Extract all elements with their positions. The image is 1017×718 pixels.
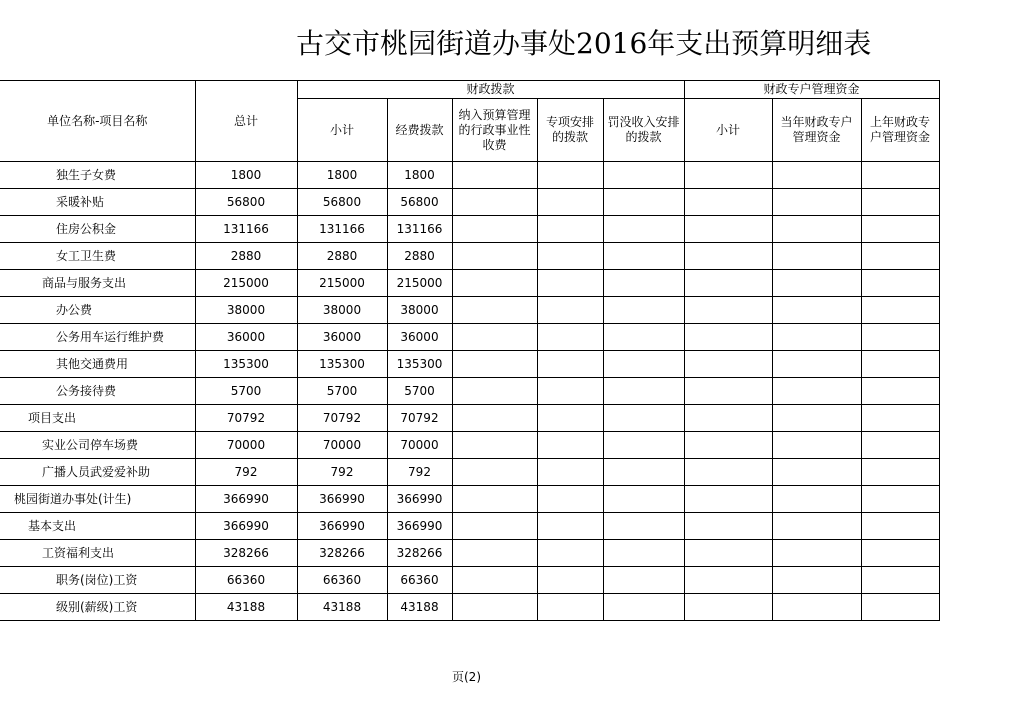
row-special-funding <box>537 513 603 540</box>
row-name: 工资福利支出 <box>0 540 195 567</box>
header-fiscal-admin-fees <box>452 99 537 162</box>
header-special-group: 财政专户管理资金 <box>684 81 939 99</box>
row-special-current <box>772 243 861 270</box>
row-special-subtotal <box>684 459 772 486</box>
row-fiscal-subtotal: 70000 <box>297 432 387 459</box>
row-special-current <box>772 432 861 459</box>
row-fines <box>603 189 684 216</box>
row-admin-fees <box>452 243 537 270</box>
row-name: 基本支出 <box>0 513 195 540</box>
table-row <box>0 378 939 405</box>
row-name: 采暖补贴 <box>0 189 195 216</box>
row-total: 792 <box>195 459 297 486</box>
row-special-subtotal <box>684 189 772 216</box>
row-admin-fees <box>452 324 537 351</box>
row-fiscal-subtotal: 135300 <box>297 351 387 378</box>
row-name: 女工卫生费 <box>0 243 195 270</box>
row-special-current <box>772 162 861 189</box>
header-unit-name: 单位名称-项目名称 <box>0 81 195 162</box>
row-admin-fees <box>452 594 537 621</box>
row-special-subtotal <box>684 270 772 297</box>
row-special-previous <box>861 243 939 270</box>
row-special-funding <box>537 432 603 459</box>
row-special-previous <box>861 432 939 459</box>
table-row <box>0 351 939 378</box>
row-special-current <box>772 459 861 486</box>
row-fiscal-subtotal: 66360 <box>297 567 387 594</box>
row-admin-fees <box>452 513 537 540</box>
table-row <box>0 297 939 324</box>
row-fiscal-subtotal: 2880 <box>297 243 387 270</box>
row-special-previous <box>861 459 939 486</box>
row-fines <box>603 513 684 540</box>
table-row <box>0 162 939 189</box>
row-special-previous <box>861 378 939 405</box>
table-row <box>0 567 939 594</box>
row-special-funding <box>537 459 603 486</box>
header-fiscal-fines-label: 罚没收入安排的拨款 <box>607 115 680 144</box>
row-fines <box>603 567 684 594</box>
row-total: 5700 <box>195 378 297 405</box>
row-fiscal-funding: 215000 <box>387 270 452 297</box>
row-total: 366990 <box>195 513 297 540</box>
table-row <box>0 216 939 243</box>
row-name: 广播人员武爱爱补助 <box>0 459 195 486</box>
row-special-current <box>772 567 861 594</box>
row-fiscal-funding: 66360 <box>387 567 452 594</box>
row-special-subtotal <box>684 432 772 459</box>
row-special-previous <box>861 297 939 324</box>
row-name: 公务接待费 <box>0 378 195 405</box>
row-fines <box>603 432 684 459</box>
row-admin-fees <box>452 540 537 567</box>
header-total: 总计 <box>195 81 297 162</box>
table-row <box>0 486 939 513</box>
row-fiscal-funding: 70792 <box>387 405 452 432</box>
row-fiscal-subtotal: 38000 <box>297 297 387 324</box>
row-name: 职务(岗位)工资 <box>0 567 195 594</box>
row-special-previous <box>861 405 939 432</box>
row-fiscal-subtotal: 131166 <box>297 216 387 243</box>
row-special-current <box>772 189 861 216</box>
header-special-subtotal-label: 小计 <box>716 122 741 137</box>
header-fiscal-admin-fees-label: 纳入预算管理的行政事业性收费 <box>458 107 531 152</box>
row-total: 215000 <box>195 270 297 297</box>
row-special-previous <box>861 513 939 540</box>
row-fiscal-funding: 1800 <box>387 162 452 189</box>
header-fiscal-funding <box>387 99 452 162</box>
row-admin-fees <box>452 189 537 216</box>
row-fiscal-funding: 328266 <box>387 540 452 567</box>
row-fiscal-funding: 135300 <box>387 351 452 378</box>
row-total: 70792 <box>195 405 297 432</box>
table-row <box>0 594 939 621</box>
row-special-previous <box>861 162 939 189</box>
row-admin-fees <box>452 432 537 459</box>
row-special-current <box>772 540 861 567</box>
row-admin-fees <box>452 405 537 432</box>
row-total: 131166 <box>195 216 297 243</box>
row-total: 43188 <box>195 594 297 621</box>
row-special-subtotal <box>684 567 772 594</box>
row-total: 66360 <box>195 567 297 594</box>
row-fiscal-funding: 38000 <box>387 297 452 324</box>
row-special-subtotal <box>684 351 772 378</box>
row-fiscal-funding: 366990 <box>387 513 452 540</box>
row-fiscal-funding: 5700 <box>387 378 452 405</box>
row-special-subtotal <box>684 243 772 270</box>
row-fines <box>603 324 684 351</box>
row-total: 1800 <box>195 162 297 189</box>
row-special-current <box>772 297 861 324</box>
row-name: 其他交通费用 <box>0 351 195 378</box>
row-special-subtotal <box>684 378 772 405</box>
row-special-current <box>772 405 861 432</box>
row-fiscal-subtotal: 366990 <box>297 486 387 513</box>
row-special-previous <box>861 270 939 297</box>
row-special-subtotal <box>684 540 772 567</box>
row-special-funding <box>537 324 603 351</box>
row-total: 366990 <box>195 486 297 513</box>
row-fiscal-subtotal: 56800 <box>297 189 387 216</box>
row-special-previous <box>861 594 939 621</box>
page-number: 页(2) <box>452 670 481 684</box>
row-name: 公务用车运行维护费 <box>0 324 195 351</box>
row-special-previous <box>861 351 939 378</box>
row-fiscal-subtotal: 366990 <box>297 513 387 540</box>
row-fiscal-subtotal: 215000 <box>297 270 387 297</box>
row-special-current <box>772 378 861 405</box>
row-special-funding <box>537 594 603 621</box>
row-fines <box>603 297 684 324</box>
budget-table <box>0 80 940 621</box>
row-special-funding <box>537 216 603 243</box>
row-special-funding <box>537 189 603 216</box>
row-special-current <box>772 594 861 621</box>
row-fiscal-funding: 366990 <box>387 486 452 513</box>
row-fiscal-subtotal: 43188 <box>297 594 387 621</box>
row-fines <box>603 378 684 405</box>
table-row <box>0 270 939 297</box>
row-admin-fees <box>452 486 537 513</box>
row-special-subtotal <box>684 405 772 432</box>
header-special-previous <box>861 99 939 162</box>
row-admin-fees <box>452 270 537 297</box>
table-body <box>0 162 939 621</box>
header-fiscal-special-label: 专项安排的拨款 <box>545 115 594 144</box>
table-row <box>0 459 939 486</box>
header-fiscal-subtotal <box>297 99 387 162</box>
row-name: 实业公司停车场费 <box>0 432 195 459</box>
row-total: 328266 <box>195 540 297 567</box>
row-fiscal-subtotal: 70792 <box>297 405 387 432</box>
row-fiscal-funding: 70000 <box>387 432 452 459</box>
page-title: 古交市桃园街道办事处2016年支出预算明细表 <box>296 27 872 60</box>
row-total: 36000 <box>195 324 297 351</box>
row-fines <box>603 216 684 243</box>
row-special-funding <box>537 378 603 405</box>
row-fines <box>603 351 684 378</box>
row-special-funding <box>537 486 603 513</box>
row-name: 商品与服务支出 <box>0 270 195 297</box>
row-admin-fees <box>452 297 537 324</box>
table-row <box>0 540 939 567</box>
row-special-funding <box>537 297 603 324</box>
row-special-previous <box>861 567 939 594</box>
row-name: 项目支出 <box>0 405 195 432</box>
header-special-subtotal <box>684 99 772 162</box>
row-special-previous <box>861 216 939 243</box>
header-special-previous-label: 上年财政专户管理资金 <box>870 115 931 144</box>
row-special-previous <box>861 540 939 567</box>
row-fines <box>603 270 684 297</box>
row-special-current <box>772 324 861 351</box>
row-special-funding <box>537 351 603 378</box>
row-special-funding <box>537 243 603 270</box>
row-fiscal-funding: 56800 <box>387 189 452 216</box>
row-special-previous <box>861 189 939 216</box>
row-special-subtotal <box>684 324 772 351</box>
row-fiscal-funding: 131166 <box>387 216 452 243</box>
header-special-current <box>772 99 861 162</box>
header-fiscal-special <box>537 99 603 162</box>
row-fiscal-funding: 2880 <box>387 243 452 270</box>
row-special-current <box>772 216 861 243</box>
row-fines <box>603 405 684 432</box>
table-row <box>0 189 939 216</box>
header-special-current-label: 当年财政专户管理资金 <box>780 115 853 144</box>
row-total: 38000 <box>195 297 297 324</box>
row-admin-fees <box>452 378 537 405</box>
row-special-funding <box>537 270 603 297</box>
row-fiscal-funding: 43188 <box>387 594 452 621</box>
row-special-previous <box>861 486 939 513</box>
row-fiscal-subtotal: 1800 <box>297 162 387 189</box>
row-fiscal-subtotal: 328266 <box>297 540 387 567</box>
table-row <box>0 513 939 540</box>
row-fines <box>603 486 684 513</box>
row-fiscal-subtotal: 792 <box>297 459 387 486</box>
row-fines <box>603 459 684 486</box>
row-special-current <box>772 270 861 297</box>
row-fiscal-subtotal: 36000 <box>297 324 387 351</box>
row-fiscal-subtotal: 5700 <box>297 378 387 405</box>
row-special-funding <box>537 540 603 567</box>
row-special-subtotal <box>684 594 772 621</box>
row-special-current <box>772 486 861 513</box>
row-total: 70000 <box>195 432 297 459</box>
row-special-funding <box>537 567 603 594</box>
row-special-current <box>772 351 861 378</box>
row-fines <box>603 162 684 189</box>
row-name: 住房公积金 <box>0 216 195 243</box>
row-admin-fees <box>452 567 537 594</box>
row-special-subtotal <box>684 297 772 324</box>
row-total: 2880 <box>195 243 297 270</box>
row-fines <box>603 594 684 621</box>
row-name: 独生子女费 <box>0 162 195 189</box>
row-special-subtotal <box>684 162 772 189</box>
row-admin-fees <box>452 216 537 243</box>
row-fiscal-funding: 792 <box>387 459 452 486</box>
row-fines <box>603 540 684 567</box>
row-fines <box>603 243 684 270</box>
row-special-subtotal <box>684 513 772 540</box>
table-row <box>0 243 939 270</box>
table-row <box>0 405 939 432</box>
row-fiscal-funding: 36000 <box>387 324 452 351</box>
row-name: 级别(薪级)工资 <box>0 594 195 621</box>
row-name: 桃园街道办事处(计生) <box>0 486 195 513</box>
header-fiscal-subtotal-label: 小计 <box>329 122 354 137</box>
row-total: 56800 <box>195 189 297 216</box>
row-admin-fees <box>452 162 537 189</box>
header-fiscal-group: 财政拨款 <box>297 81 684 99</box>
row-name: 办公费 <box>0 297 195 324</box>
row-special-subtotal <box>684 486 772 513</box>
row-special-funding <box>537 405 603 432</box>
row-admin-fees <box>452 351 537 378</box>
header-fiscal-fines <box>603 99 684 162</box>
row-special-previous <box>861 324 939 351</box>
row-total: 135300 <box>195 351 297 378</box>
header-fiscal-funding-label: 经费拨款 <box>395 122 444 137</box>
table-row <box>0 324 939 351</box>
row-admin-fees <box>452 459 537 486</box>
table-row <box>0 432 939 459</box>
row-special-subtotal <box>684 216 772 243</box>
row-special-funding <box>537 162 603 189</box>
row-special-current <box>772 513 861 540</box>
